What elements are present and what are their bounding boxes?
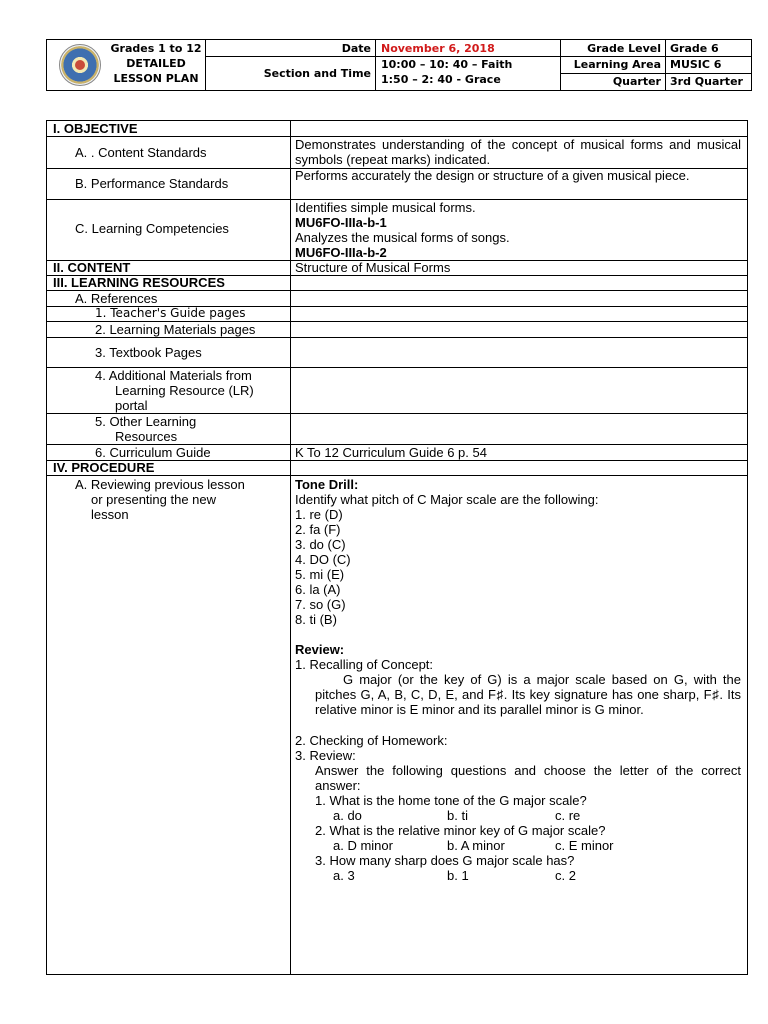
grade-label: Grade Level (587, 41, 661, 55)
choice-b: b. A minor (447, 838, 505, 853)
date-label: Date (341, 41, 371, 55)
step-a-label-2: or presenting the new (91, 492, 217, 507)
pitch-item: 3. do (C) (295, 537, 346, 552)
area-label: Learning Area (573, 58, 661, 71)
additional-materials-label: 4. Additional Materials from (95, 368, 252, 383)
choice-b: b. 1 (447, 868, 469, 883)
pitch-item: 6. la (A) (295, 582, 341, 597)
choice-c: c. re (555, 808, 581, 823)
question: 1. What is the home tone of the G major scale? (315, 793, 587, 808)
choice-b: b. ti (447, 808, 468, 823)
review-item: 3. Review: (295, 748, 356, 763)
choice-c: c. E minor (555, 838, 614, 853)
pitch-item: 2. fa (F) (295, 522, 341, 537)
learning-materials-label: 2. Learning Materials pages (95, 322, 256, 337)
procedure-heading: IV. PROCEDURE (53, 460, 155, 475)
additional-materials-label-3: portal (115, 398, 148, 413)
pitch-item: 7. so (G) (295, 597, 346, 612)
additional-materials-label-2: Learning Resource (LR) (115, 383, 254, 398)
plan-label-1: DETAILED (126, 56, 186, 70)
tone-drill-instruction: Identify what pitch of C Major scale are the following: (295, 492, 599, 507)
plan-label-2: LESSON PLAN (113, 71, 199, 85)
recall-item: 1. Recalling of Concept: (295, 657, 434, 672)
resources-heading: III. LEARNING RESOURCES (53, 275, 225, 290)
step-a-label-3: lesson (91, 507, 129, 522)
competency-2: Analyzes the musical forms of songs. (295, 230, 510, 245)
step-a-label: A. Reviewing previous lesson (75, 477, 245, 492)
tone-drill-title: Tone Drill: (295, 477, 359, 492)
homework-item: 2. Checking of Homework: (295, 733, 448, 748)
pitch-item: 8. ti (B) (295, 612, 337, 627)
date-value: November 6, 2018 (381, 41, 495, 55)
pitch-item: 4. DO (C) (295, 552, 351, 567)
teachers-guide-label: 1. Teacher's Guide pages (95, 306, 246, 320)
pitch-item: 5. mi (E) (295, 567, 345, 582)
section-value-1: 10:00 – 10: 40 – Faith (381, 58, 513, 71)
content-value: Structure of Musical Forms (295, 260, 451, 275)
curriculum-guide-value: K To 12 Curriculum Guide 6 p. 54 (295, 445, 487, 460)
review-title: Review: (295, 642, 345, 657)
area-value: MUSIC 6 (670, 58, 722, 71)
lesson-plan-table (46, 120, 748, 975)
performance-standards-label: B. Performance Standards (75, 176, 229, 191)
choice-a: a. 3 (333, 868, 355, 883)
question: 3. How many sharp does G major scale has? (315, 853, 575, 868)
header-table (46, 39, 752, 91)
objective-heading: I. OBJECTIVE (53, 121, 138, 136)
performance-standards-text: Performs accurately the design or structure of a given musical piece. (295, 168, 690, 183)
content-standards-label: A. . Content Standards (75, 145, 207, 160)
content-heading: II. CONTENT (53, 260, 131, 275)
section-label: Section and Time (263, 66, 371, 80)
competency-1: Identifies simple musical forms. (295, 200, 476, 215)
learning-competencies-label: C. Learning Competencies (75, 221, 229, 236)
recall-text: G major (or the key of G) is a major scale based on G, with the pitches G, A, B, C, D, E, and F♯. Its key signature has one sharp, F♯. Its relative minor is E minor and its parallel minor is G minor. (315, 672, 741, 717)
deped-seal-icon (59, 44, 101, 86)
curriculum-guide-label: 6. Curriculum Guide (95, 445, 211, 460)
quarter-value: 3rd Quarter (670, 75, 743, 88)
other-resources-label: 5. Other Learning (95, 414, 197, 429)
competency-code-1: MU6FO-IIIa-b-1 (295, 215, 387, 230)
other-resources-label-2: Resources (115, 429, 178, 444)
choice-a: a. do (333, 808, 362, 823)
textbook-label: 3. Textbook Pages (95, 345, 202, 360)
choice-c: c. 2 (555, 868, 576, 883)
references-label: A. References (75, 291, 158, 306)
choice-a: a. D minor (333, 838, 393, 853)
pitch-item: 1. re (D) (295, 507, 343, 522)
question: 2. What is the relative minor key of G major scale? (315, 823, 606, 838)
grade-value: Grade 6 (670, 41, 719, 55)
content-standards-text: Demonstrates understanding of the concept of musical forms and musical symbols (repeat marks) indicated. (295, 137, 741, 167)
school-label: Grades 1 to 12 (110, 41, 202, 55)
section-value-2: 1:50 – 2: 40 - Grace (381, 73, 501, 86)
competency-code-2: MU6FO-IIIa-b-2 (295, 245, 387, 260)
review-instruction: Answer the following questions and choose the letter of the correct answer: (315, 763, 741, 793)
quarter-label: Quarter (612, 75, 661, 88)
